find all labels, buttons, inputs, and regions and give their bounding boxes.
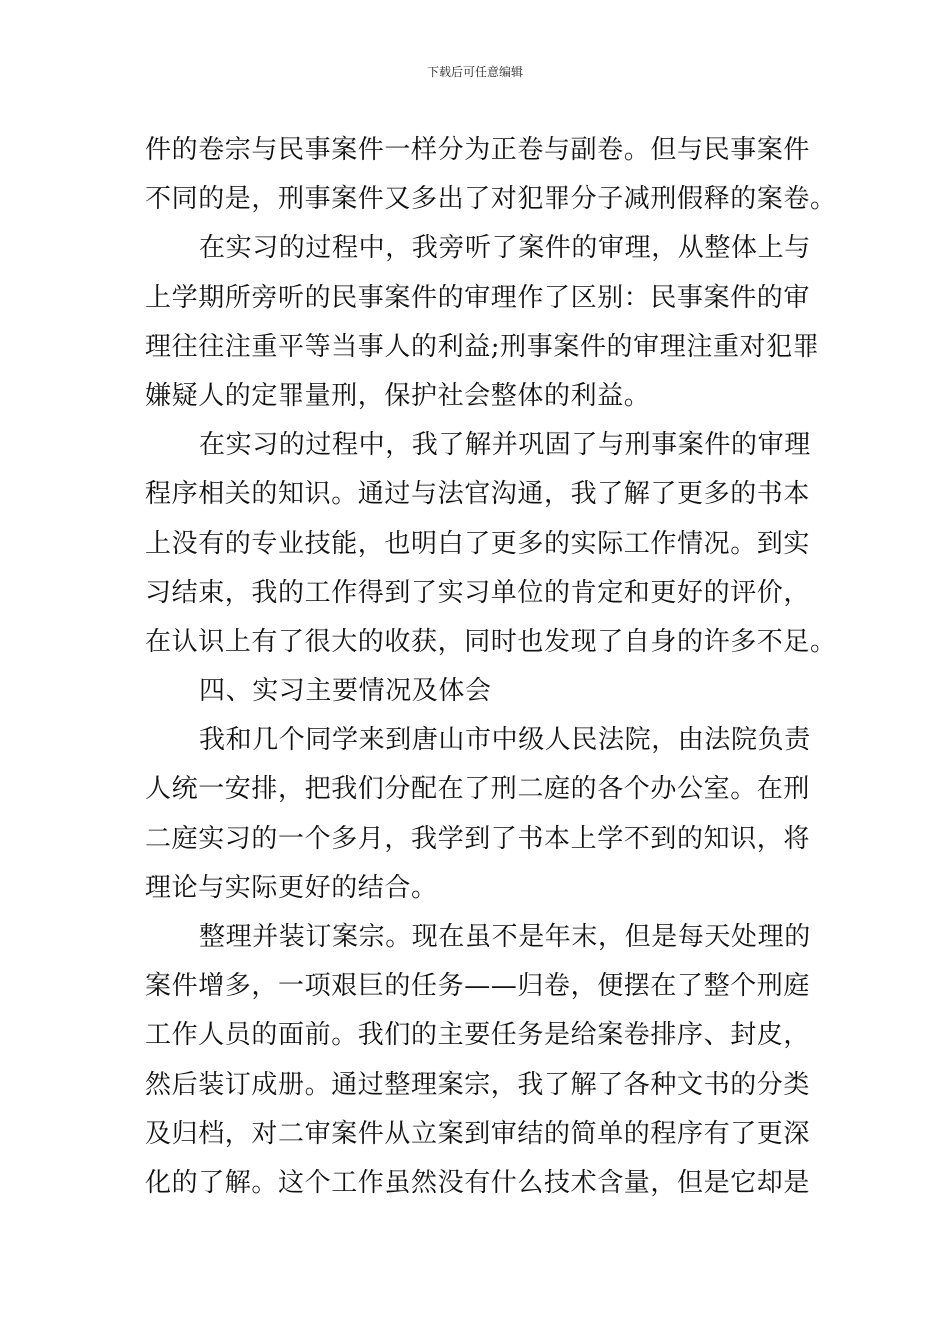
text-line: 然后装订成册。通过整理案宗，我了解了各种文书的分类 xyxy=(145,1069,811,1100)
text-line: 习结束，我的工作得到了实习单位的肯定和更好的评价， xyxy=(145,577,811,608)
text-line: 整理并装订案宗。现在虽不是年末，但是每天处理的 xyxy=(199,922,811,952)
document-body xyxy=(145,126,837,1208)
text-line: 理论与实际更好的结合。 xyxy=(145,872,438,903)
text-line: 二庭实习的一个多月，我学到了书本上学不到的知识，将 xyxy=(145,823,811,854)
text-line: 理往往注重平等当事人的利益;刑事案件的审理注重对犯罪 xyxy=(145,331,820,362)
text-line: 人统一安排，把我们分配在了刑二庭的各个办公室。在刑 xyxy=(145,774,811,805)
page-header: 下载后可任意编辑 xyxy=(426,65,523,79)
text-line: 件的卷宗与民事案件一样分为正卷与副卷。但与民事案件 xyxy=(145,135,811,165)
text-line: 我和几个同学来到唐山市中级人民法院，由法院负责 xyxy=(199,725,811,756)
text-line: 不同的是，刑事案件又多出了对犯罪分子减刑假释的案卷。 xyxy=(145,184,837,215)
text-line: 在认识上有了很大的收获，同时也发现了自身的许多不足。 xyxy=(145,626,837,657)
text-line: 工作人员的面前。我们的主要任务是给案卷排序、封皮， xyxy=(145,1020,811,1051)
text-line: 及归档，对二审案件从立案到审结的简单的程序有了更深 xyxy=(145,1118,811,1149)
text-line: 上学期所旁听的民事案件的审理作了区别：民事案件的审 xyxy=(145,282,811,313)
text-line: 化的了解。这个工作虽然没有什么技术含量，但是它却是 xyxy=(145,1167,811,1198)
text-line: 嫌疑人的定罪量刑，保护社会整体的利益。 xyxy=(145,380,651,411)
text-line: 案件增多，一项艰巨的任务——归卷，便摆在了整个刑庭 xyxy=(145,971,811,1002)
section-heading: 四、实习主要情况及体会 xyxy=(199,676,492,707)
text-line: 上没有的专业技能，也明白了更多的实际工作情况。到实 xyxy=(145,528,811,559)
text-line: 程序相关的知识。通过与法官沟通，我了解了更多的书本 xyxy=(145,479,811,510)
text-line: 在实习的过程中，我旁听了案件的审理，从整体上与 xyxy=(199,233,811,264)
text-line: 在实习的过程中，我了解并巩固了与刑事案件的审理 xyxy=(199,430,811,461)
